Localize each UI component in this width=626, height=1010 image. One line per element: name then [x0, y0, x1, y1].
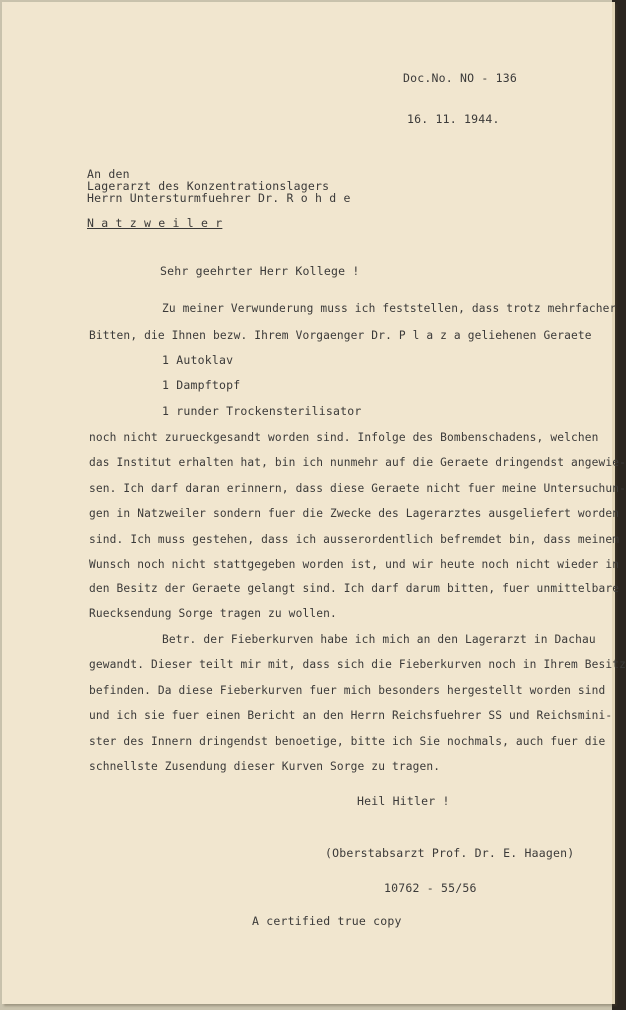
document-page — [2, 2, 626, 1004]
paragraph2-line: sen. Ich darf daran erinnern, dass diese Geraete nicht fuer meine Untersuchun- — [89, 482, 626, 495]
salutation: Sehr geehrter Herr Kollege ! — [160, 264, 360, 278]
paragraph3-line: schnellste Zusendung dieser Kurven Sorge zu tragen. — [89, 760, 441, 773]
document-date: 16. 11. 1944. — [407, 112, 500, 126]
paragraph2-line: Ruecksendung Sorge tragen zu wollen. — [89, 607, 337, 620]
paragraph3-line: Betr. der Fieberkurven habe ich mich an den Lagerarzt in Dachau — [162, 633, 596, 646]
paragraph1-line: Bitten, die Ihnen bezw. Ihrem Vorgaenger Dr. P l a z a geliehenen Geraete — [89, 329, 592, 342]
certification: A certified true copy — [252, 914, 402, 928]
list-item: 1 runder Trockensterilisator — [162, 404, 362, 418]
paragraph2-line: Wunsch noch nicht stattgegeben worden ist, und wir heute noch nicht wieder in — [89, 558, 620, 571]
closing: Heil Hitler ! — [357, 794, 450, 808]
paragraph2-line: gen in Natzweiler sondern fuer die Zwecke des Lagerarztes ausgeliefert worden — [89, 507, 620, 520]
doc-number: Doc.No. NO - 136 — [403, 71, 517, 85]
address-line-3: Herrn Untersturmfuehrer Dr. R o h d e — [87, 191, 351, 205]
paragraph2-line: noch nicht zurueckgesandt worden sind. Infolge des Bombenschadens, welchen — [89, 431, 599, 444]
paragraph3-line: ster des Innern dringendst benoetige, bitte ich Sie nochmals, auch fuer die — [89, 735, 606, 748]
paragraph3-line: gewandt. Dieser teilt mir mit, dass sich die Fieberkurven noch in Ihrem Besitz — [89, 658, 626, 671]
paragraph2-line: das Institut erhalten hat, bin ich nunmehr auf die Geraete dringendst angewie- — [89, 456, 626, 469]
paragraph1-line: Zu meiner Verwunderung muss ich feststellen, dass trotz mehrfacher — [162, 302, 617, 315]
paragraph3-line: befinden. Da diese Fieberkurven fuer mich besonders hergestellt worden sind — [89, 684, 606, 697]
paragraph2-line: den Besitz der Geraete gelangt sind. Ich darf darum bitten, fuer unmittelbare — [89, 582, 620, 595]
paragraph2-line: sind. Ich muss gestehen, dass ich ausserordentlich befremdet bin, dass meinem — [89, 533, 620, 546]
address-place: N a t z w e i l e r — [87, 216, 223, 230]
reference-number: 10762 - 55/56 — [384, 881, 477, 895]
list-item: 1 Autoklav — [162, 353, 234, 367]
address-line-2: Lagerarzt des Konzentrationslagers — [87, 179, 330, 193]
list-item: 1 Dampftopf — [162, 378, 241, 392]
paragraph3-line: und ich sie fuer einen Bericht an den Herrn Reichsfuehrer SS und Reichsmini- — [89, 709, 613, 722]
signature: (Oberstabsarzt Prof. Dr. E. Haagen) — [325, 846, 575, 860]
address-line-1: An den — [87, 167, 130, 181]
